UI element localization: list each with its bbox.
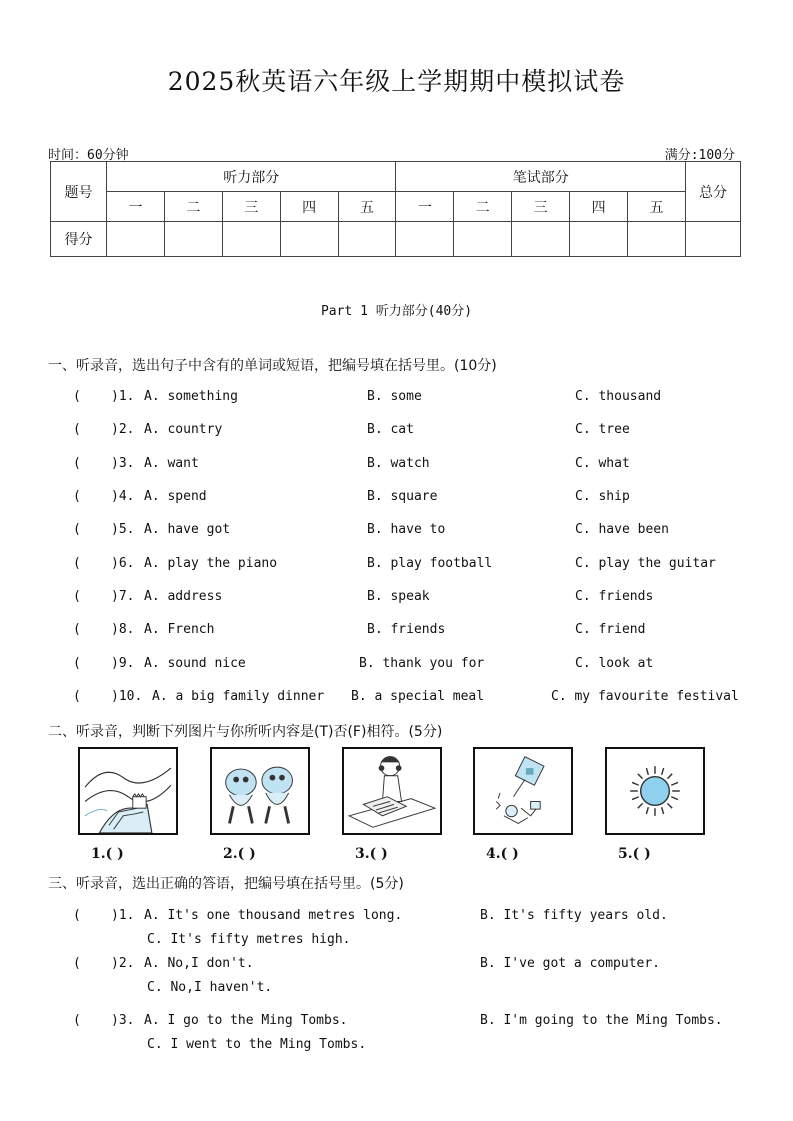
option-a: A. want xyxy=(144,456,199,471)
question-number: )5. xyxy=(111,522,135,537)
option-a: A. play the piano xyxy=(144,556,278,571)
listening-number: 二 xyxy=(164,192,222,222)
answer-bracket[interactable]: ( xyxy=(73,1013,81,1028)
option-c: C. look at xyxy=(575,656,654,671)
option-a: A. It's one thousand metres long. xyxy=(144,908,403,923)
option-a: A. No,I don't. xyxy=(144,956,254,971)
answer-bracket[interactable]: ( xyxy=(73,456,81,471)
answer-bracket[interactable]: ( xyxy=(73,389,81,404)
option-c: C. friend xyxy=(575,622,646,637)
answer-bracket[interactable]: ( xyxy=(73,522,81,537)
written-number: 五 xyxy=(628,192,686,222)
question-row xyxy=(0,422,793,442)
option-a: A. address xyxy=(144,589,223,604)
picture-row xyxy=(0,747,793,839)
option-c: C. It's fifty metres high. xyxy=(147,932,351,947)
written-number: 四 xyxy=(570,192,628,222)
answer-bracket[interactable]: ( xyxy=(73,589,81,604)
option-b: B. I've got a computer. xyxy=(480,956,661,971)
option-a: A. a big family dinner xyxy=(152,689,325,704)
score-cell[interactable] xyxy=(628,222,686,257)
option-c: C. what xyxy=(575,456,630,471)
written-number: 三 xyxy=(512,192,570,222)
question-number: )7. xyxy=(111,589,135,604)
listening-number: 三 xyxy=(222,192,280,222)
question-number: )6. xyxy=(111,556,135,571)
option-b: B. cat xyxy=(367,422,414,437)
question-row xyxy=(0,622,793,642)
picture-frame xyxy=(473,747,573,835)
written-number: 一 xyxy=(396,192,454,222)
question-number: )1. xyxy=(111,908,135,923)
time-limit: 时间：60分钟 xyxy=(48,148,129,163)
option-a: A. spend xyxy=(144,489,207,504)
total-label: 总分 xyxy=(686,162,741,222)
listening-number: 四 xyxy=(280,192,338,222)
option-c: C. tree xyxy=(575,422,630,437)
section1-heading: 一、听录音，选出句子中含有的单词或短语，把编号填在括号里。(10分) xyxy=(48,358,497,374)
option-a: A. have got xyxy=(144,522,231,537)
option-b: B. It's fifty years old. xyxy=(480,908,668,923)
question-row xyxy=(0,522,793,542)
question-number: )2. xyxy=(111,956,135,971)
question-row xyxy=(0,456,793,476)
answer-bracket[interactable]: ( xyxy=(73,908,81,923)
option-b: B. a special meal xyxy=(351,689,485,704)
score-cell[interactable] xyxy=(396,222,454,257)
question-number: )1. xyxy=(111,389,135,404)
question-row xyxy=(0,689,793,709)
answer-bracket[interactable]: ( xyxy=(73,489,81,504)
option-a: A. I go to the Ming Tombs. xyxy=(144,1013,348,1028)
answer-bracket[interactable]: ( xyxy=(73,622,81,637)
score-cell[interactable] xyxy=(570,222,628,257)
great-wall-icon xyxy=(80,749,176,833)
question-row xyxy=(0,389,793,409)
question-number: )8. xyxy=(111,622,135,637)
listening-number: 一 xyxy=(107,192,165,222)
picture-frame xyxy=(210,747,310,835)
listening-number: 五 xyxy=(338,192,396,222)
option-a: A. something xyxy=(144,389,238,404)
score-table xyxy=(50,161,741,257)
full-score: 满分:100分 xyxy=(664,148,735,163)
option-b: B. I'm going to the Ming Tombs. xyxy=(480,1013,723,1028)
written-number: 二 xyxy=(454,192,512,222)
option-a: A. French xyxy=(144,622,215,637)
header-label: 题号 xyxy=(51,162,107,222)
picture-answer-label[interactable]: 4.( ) xyxy=(486,846,519,862)
section3-heading: 三、听录音，选出正确的答语，把编号填在括号里。(5分) xyxy=(48,876,404,892)
option-c: C. friends xyxy=(575,589,654,604)
score-cell[interactable] xyxy=(338,222,396,257)
question-number: )4. xyxy=(111,489,135,504)
option-b: B. play football xyxy=(367,556,493,571)
option-b: B. thank you for xyxy=(359,656,485,671)
score-cell[interactable] xyxy=(222,222,280,257)
picture-answer-label[interactable]: 3.( ) xyxy=(355,846,388,862)
answer-bracket[interactable]: ( xyxy=(73,656,81,671)
answer-bracket[interactable]: ( xyxy=(73,556,81,571)
option-c: C. my favourite festival xyxy=(551,689,739,704)
exam-title: 2025秋英语六年级上学期期中模拟试卷 xyxy=(167,67,626,96)
option-b: B. speak xyxy=(367,589,430,604)
option-b: B. friends xyxy=(367,622,446,637)
total-score-cell[interactable] xyxy=(686,222,741,257)
question-row xyxy=(0,556,793,576)
listening-label: 听力部分 xyxy=(107,162,396,192)
question-number: )10. xyxy=(111,689,143,704)
option-c: C. have been xyxy=(575,522,669,537)
question-row xyxy=(0,589,793,609)
score-cell[interactable] xyxy=(280,222,338,257)
option-c: C. ship xyxy=(575,489,630,504)
score-cell[interactable] xyxy=(512,222,570,257)
picture-answer-label[interactable]: 1.( ) xyxy=(91,846,124,862)
part1-heading: Part 1 听力部分(40分) xyxy=(320,304,473,319)
question-number: )3. xyxy=(111,1013,135,1028)
question-number: )2. xyxy=(111,422,135,437)
answer-bracket[interactable]: ( xyxy=(73,689,81,704)
option-c: C. I went to the Ming Tombs. xyxy=(147,1037,367,1052)
picture-frame xyxy=(605,747,705,835)
written-label: 笔试部分 xyxy=(396,162,686,192)
section2-heading: 二、听录音，判断下列图片与你所听内容是(T)否(F)相符。(5分) xyxy=(48,724,443,740)
picture-answer-label[interactable]: 5.( ) xyxy=(618,846,651,862)
option-a: A. country xyxy=(144,422,223,437)
sun-icon xyxy=(607,749,703,833)
score-cell[interactable] xyxy=(107,222,165,257)
option-b: B. have to xyxy=(367,522,446,537)
question-number: )3. xyxy=(111,456,135,471)
option-a: A. sound nice xyxy=(144,656,246,671)
option-c: C. thousand xyxy=(575,389,662,404)
question-row xyxy=(0,656,793,676)
kite-icon xyxy=(475,749,571,833)
girl-reading-icon xyxy=(344,749,440,833)
option-b: B. watch xyxy=(367,456,430,471)
answer-bracket[interactable]: ( xyxy=(73,956,81,971)
lion-dance-icon xyxy=(212,749,308,833)
answer-bracket[interactable]: ( xyxy=(73,422,81,437)
option-b: B. some xyxy=(367,389,422,404)
score-row-label: 得分 xyxy=(51,222,107,257)
option-b: B. square xyxy=(367,489,438,504)
question-row xyxy=(0,489,793,509)
option-c: C. No,I haven't. xyxy=(147,980,273,995)
option-c: C. play the guitar xyxy=(575,556,716,571)
score-cell[interactable] xyxy=(164,222,222,257)
picture-answer-label[interactable]: 2.( ) xyxy=(223,846,256,862)
picture-frame xyxy=(78,747,178,835)
question-number: )9. xyxy=(111,656,135,671)
score-cell[interactable] xyxy=(454,222,512,257)
picture-frame xyxy=(342,747,442,835)
